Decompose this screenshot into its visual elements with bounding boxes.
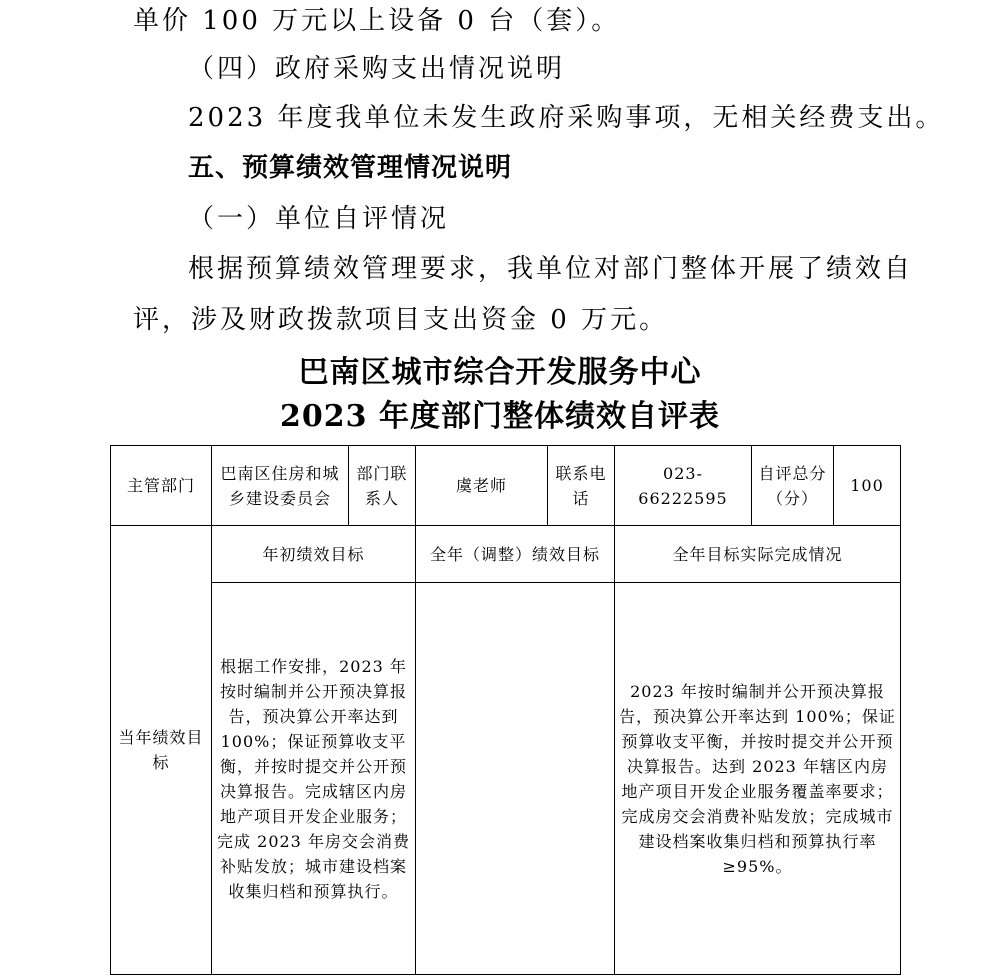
section-heading-budget-performance: 五、预算绩效管理情况说明 bbox=[188, 153, 513, 183]
paragraph-evaluation-line-1: 根据预算绩效管理要求，我单位对部门整体开展了绩效自 bbox=[188, 254, 914, 284]
dept-value-cell: 巴南区住房和城乡建设委员会 bbox=[212, 446, 349, 526]
subheading-government-procurement: （四）政府采购支出情况说明 bbox=[188, 54, 566, 84]
initial-goal-header-cell: 年初绩效目标 bbox=[212, 526, 416, 583]
table-title-line-1: 巴南区城市综合开发服务中心 bbox=[298, 355, 702, 390]
goals-header-row bbox=[111, 526, 901, 583]
table-title-line-2: 2023 年度部门整体绩效自评表 bbox=[280, 399, 720, 434]
table-header-row bbox=[111, 446, 901, 526]
goals-row-label-cell: 当年绩效目标 bbox=[111, 526, 212, 975]
score-value-cell: 100 bbox=[834, 446, 901, 526]
initial-goal-text-cell: 根据工作安排，2023 年按时编制并公开预决算报告，预决算公开率达到 100%；保证预算收支平衡，并按时提交并公开预决算报告。完成辖区内房地产项目开发企业服务；完成 2023 年房交会消费补贴发放；城市建设档案收集归档和预算执行。 bbox=[212, 583, 416, 975]
score-label-cell: 自评总分（分） bbox=[752, 446, 834, 526]
contact-label-cell: 部门联系人 bbox=[349, 446, 416, 526]
performance-evaluation-table bbox=[110, 445, 901, 975]
adjusted-goal-header-cell: 全年（调整）绩效目标 bbox=[416, 526, 615, 583]
dept-label-cell: 主管部门 bbox=[111, 446, 212, 526]
paragraph-evaluation-line-2: 评，涉及财政拨款项目支出资金 0 万元。 bbox=[133, 305, 669, 335]
phone-label-cell: 联系电话 bbox=[548, 446, 615, 526]
actual-completion-header-cell: 全年目标实际完成情况 bbox=[615, 526, 901, 583]
phone-value-cell: 023-66222595 bbox=[615, 446, 752, 526]
subheading-self-evaluation: （一）单位自评情况 bbox=[188, 204, 450, 234]
contact-value-cell: 虞老师 bbox=[416, 446, 548, 526]
adjusted-goal-text-cell bbox=[416, 583, 615, 975]
paragraph-equipment-count: 单价 100 万元以上设备 0 台（套）。 bbox=[133, 6, 621, 36]
goals-content-row bbox=[111, 583, 901, 975]
actual-completion-text-cell: 2023 年按时编制并公开预决算报告，预决算公开率达到 100%；保证预算收支平衡，并按时提交并公开预决算报告。达到 2023 年辖区内房地产项目开发企业服务覆盖率要求；完成房交会消费补贴发放；完成城市建设档案收集归档和预算执行率≥95%。 bbox=[615, 583, 901, 975]
paragraph-procurement-note: 2023 年度我单位未发生政府采购事项，无相关经费支出。 bbox=[188, 103, 945, 133]
